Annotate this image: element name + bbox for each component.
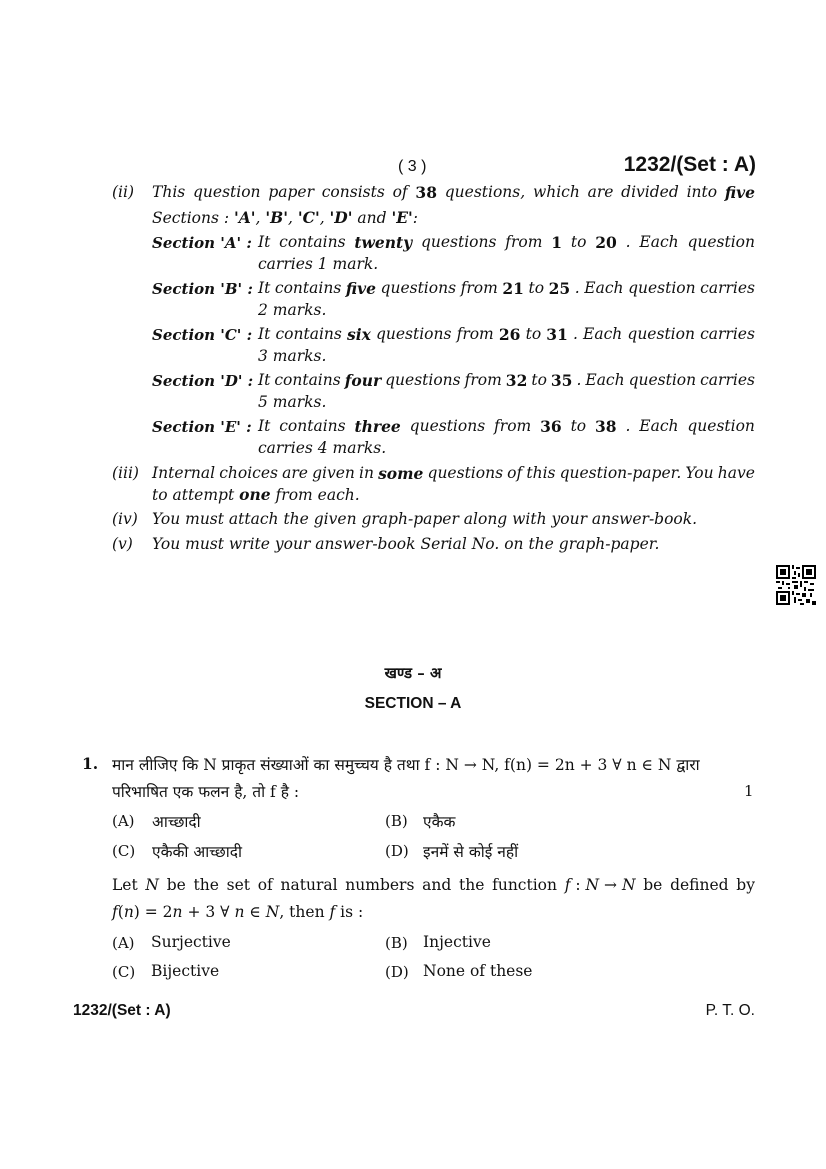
instruction-iii-number: (iii) (112, 464, 139, 482)
hindi-option-d-letter: (D) (385, 842, 409, 860)
english-option-d-letter: (D) (385, 963, 409, 981)
section-a-desc: It contains twenty questions from 1 to 20 . Each question (258, 233, 755, 252)
section-b-label: Section 'B' : (152, 280, 253, 298)
question-english-line1: Let N be the set of natural numbers and the function f : N → N be defined by (112, 876, 755, 894)
pto-label: P. T. O. (705, 1002, 755, 1019)
hindi-option-c-letter: (C) (112, 842, 136, 860)
section-a-label: Section 'A' : (152, 234, 252, 252)
hindi-option-a-letter: (A) (112, 812, 135, 830)
english-option-a-letter: (A) (112, 934, 135, 952)
hindi-option-d-text: इनमें से कोई नहीं (423, 843, 519, 861)
instruction-ii-line1: This question paper consists of 38 questions, which are divided into five (152, 183, 755, 202)
hindi-option-b-text: एकैक (423, 813, 456, 831)
instruction-v-number: (v) (112, 535, 133, 553)
page-number: ( 3 ) (398, 158, 427, 175)
section-e-desc: It contains three questions from 36 to 38 . Each question (258, 417, 755, 436)
section-c-marks: 3 marks. (258, 347, 327, 365)
question-number: 1. (82, 754, 99, 773)
section-c-label: Section 'C' : (152, 326, 253, 344)
question-english-line2: f(n) = 2n + 3 ∀ n ∈ N, then f is : (112, 903, 364, 921)
question-marks: 1 (744, 782, 754, 800)
hindi-option-c-text: एकैकी आच्छादी (152, 843, 242, 861)
instruction-ii-number: (ii) (112, 183, 135, 201)
section-d-label: Section 'D' : (152, 372, 254, 390)
instruction-iii-line2: to attempt one from each. (152, 485, 360, 504)
english-option-b-letter: (B) (385, 934, 408, 952)
section-b-desc: It contains five questions from 21 to 25 . Each question carries (258, 279, 755, 298)
english-option-c-text: Bijective (151, 962, 220, 980)
english-option-c-letter: (C) (112, 963, 136, 981)
instruction-iv-number: (iv) (112, 510, 138, 528)
question-hindi-line2: परिभाषित एक फलन है, तो f है : (112, 783, 300, 801)
english-option-d-text: None of these (423, 962, 533, 980)
section-d-marks: 5 marks. (258, 393, 327, 411)
instruction-iii-line1: Internal choices are given in some questions of this question-paper. You have (152, 464, 755, 483)
instruction-ii-line2: Sections : 'A', 'B', 'C', 'D' and 'E': (152, 208, 419, 227)
section-e-marks: carries 4 marks. (258, 439, 387, 457)
section-d-desc: It contains four questions from 32 to 35 . Each question carries (258, 371, 755, 390)
qr-code-icon (776, 565, 816, 605)
section-b-marks: 2 marks. (258, 301, 327, 319)
section-a-marks: carries 1 mark. (258, 255, 379, 273)
hindi-option-b-letter: (B) (385, 812, 408, 830)
section-heading-hindi: खण्ड – अ (384, 664, 442, 682)
section-e-label: Section 'E' : (152, 418, 252, 436)
paper-code-header: 1232/(Set : A) (623, 153, 756, 176)
paper-code-footer: 1232/(Set : A) (73, 1002, 171, 1019)
instruction-iv-text: You must attach the given graph-paper along with your answer-book. (152, 510, 698, 528)
instruction-v-text: You must write your answer-book Serial No. on the graph-paper. (152, 535, 660, 553)
section-c-desc: It contains six questions from 26 to 31 . Each question carries (258, 325, 755, 344)
question-hindi-line1: मान लीजिए कि N प्राकृत संख्याओं का समुच्चय है तथा f : N → N, f(n) = 2n + 3 ∀ n ∈ N द्वारा (112, 756, 700, 774)
english-option-a-text: Surjective (151, 933, 231, 951)
section-heading-english: SECTION – A (364, 695, 462, 712)
english-option-b-text: Injective (423, 933, 491, 951)
hindi-option-a-text: आच्छादी (152, 813, 201, 831)
